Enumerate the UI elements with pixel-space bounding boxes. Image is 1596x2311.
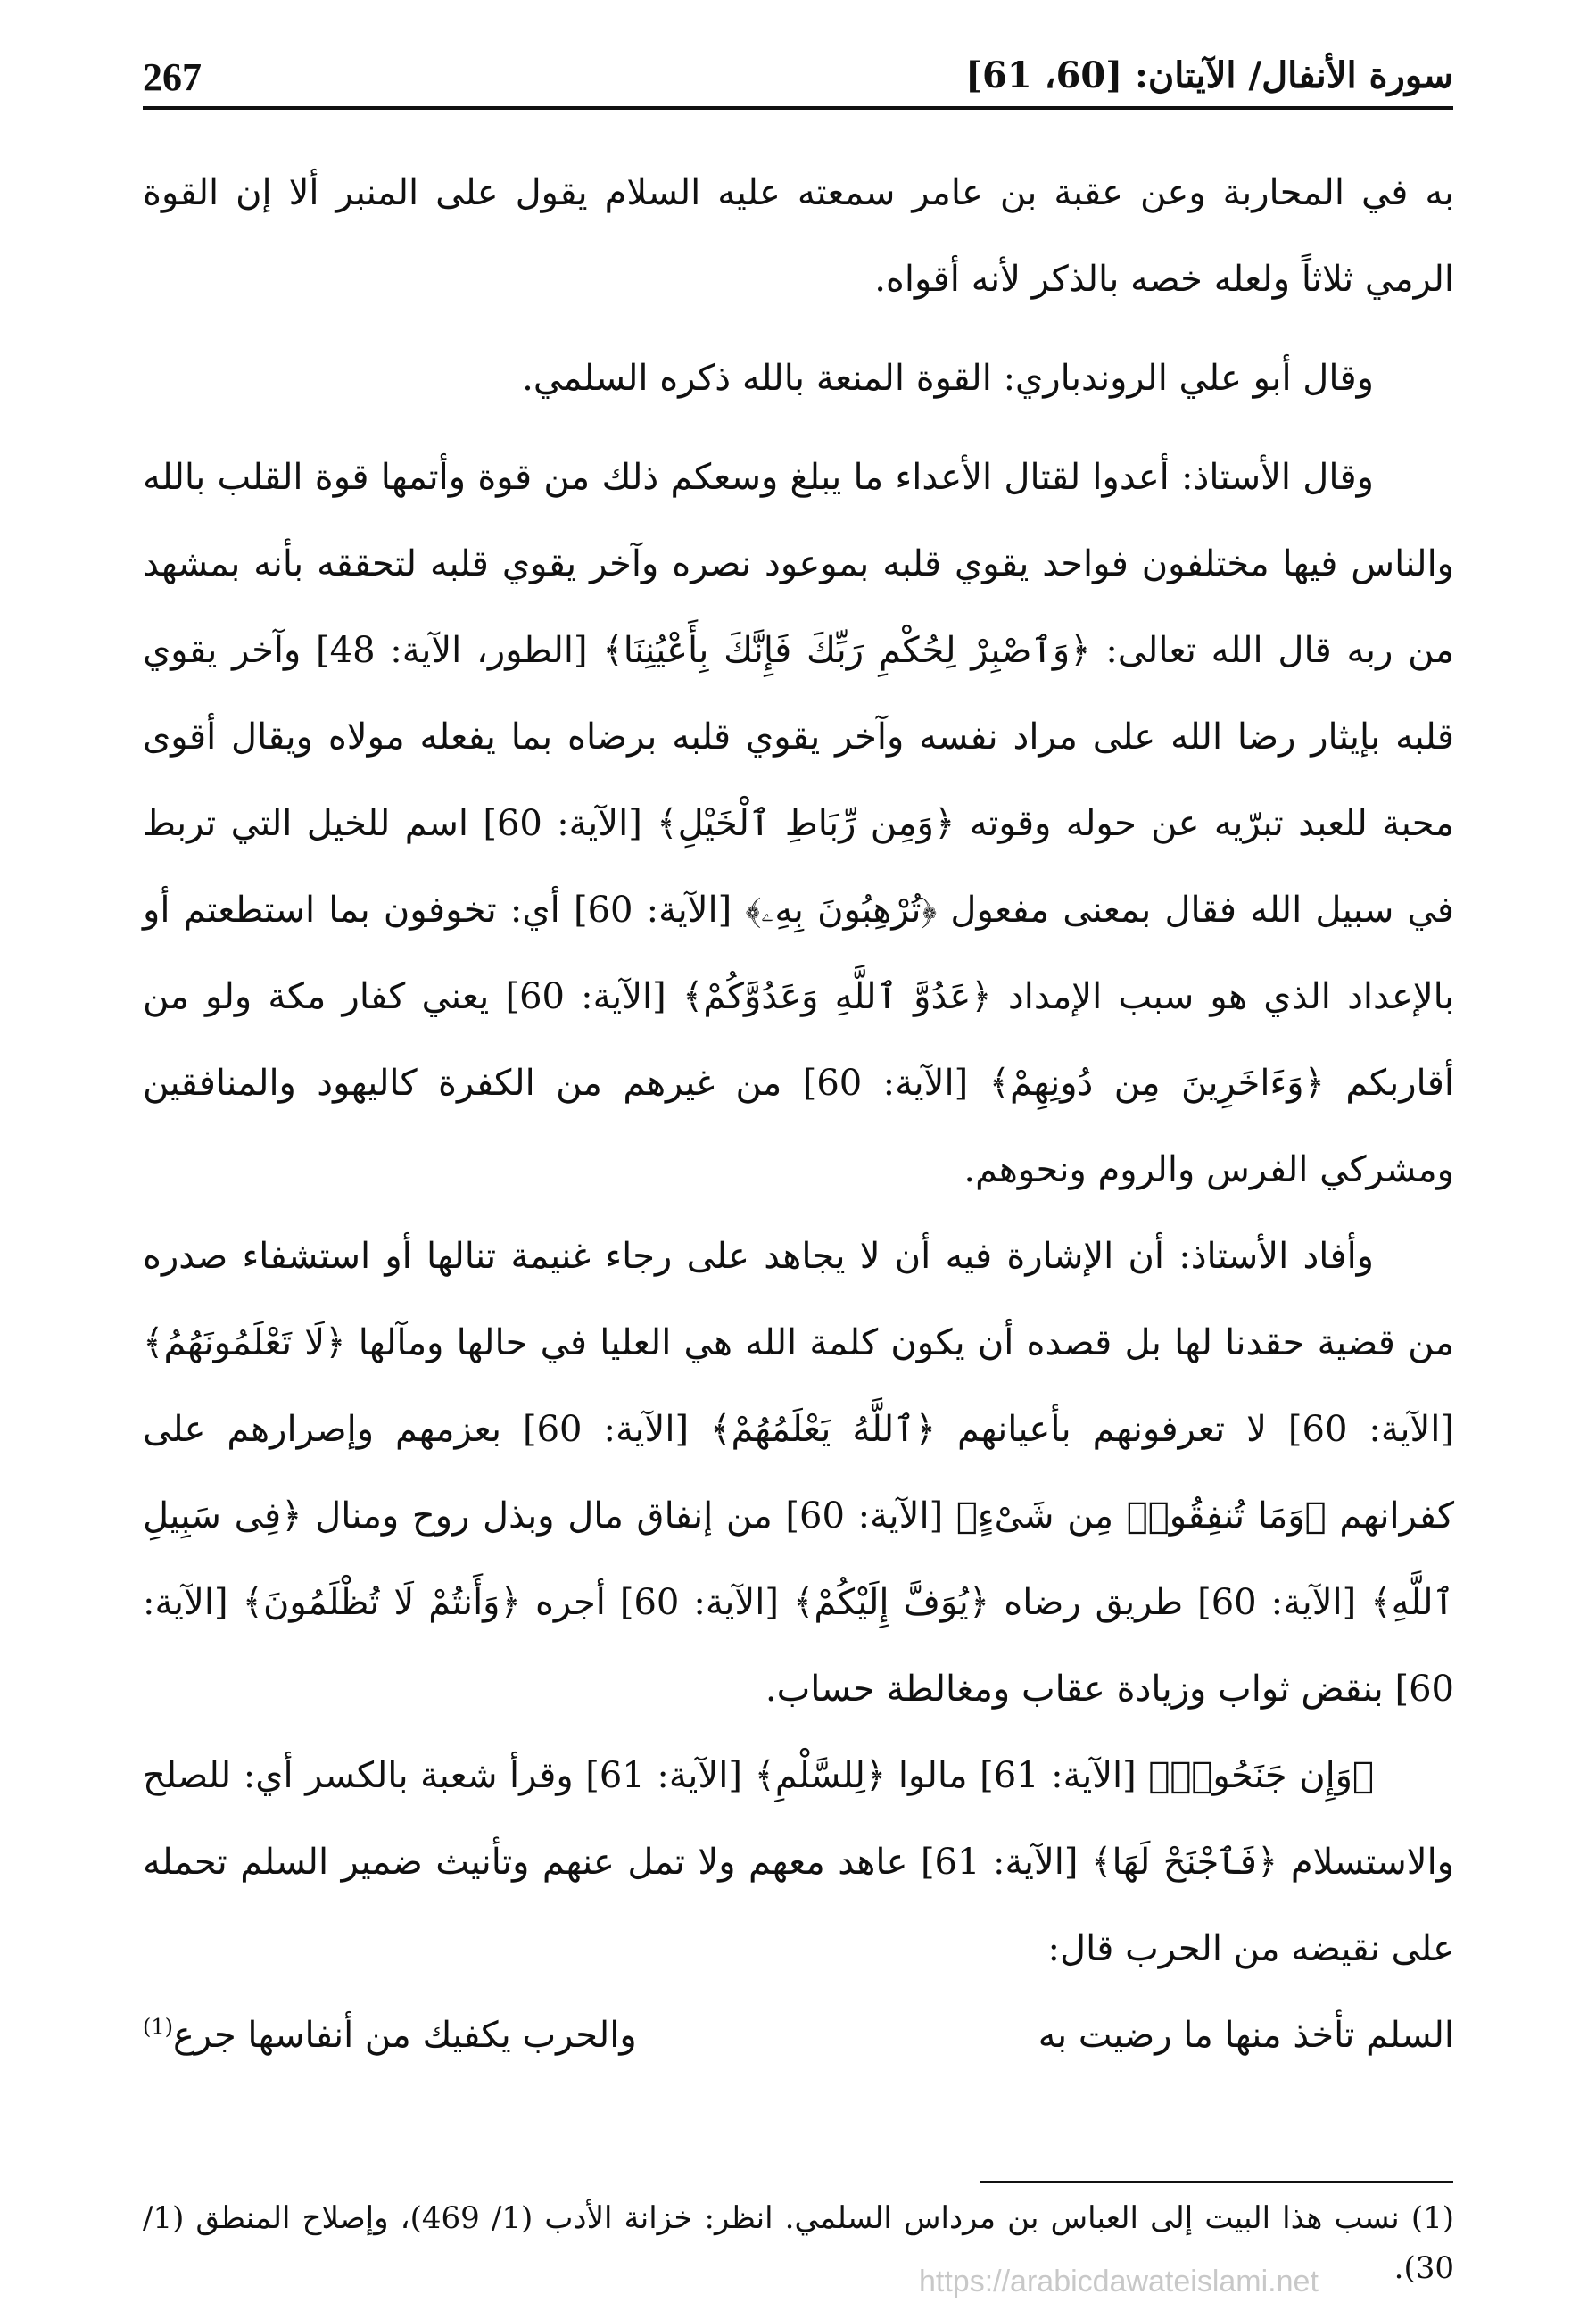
verse-second-text: والحرب يكفيك من أنفاسها جرع [173, 2015, 637, 2056]
paragraph: وقال أبو علي الروندباري: القوة المنعة بالله ذكره السلمي. [522, 358, 1374, 399]
footnote-rule [980, 2181, 1453, 2183]
verse-second-hemistich [143, 1992, 637, 2079]
header-rule [143, 106, 1453, 110]
main-text [143, 150, 1454, 2079]
paragraph: وأفاد الأستاذ: أن الإشارة فيه أن لا يجاهد على رجاء غنيمة تنالها أو استشفاء صدره من قضية حقدنا لها بل قصده أن يكون كلمة الله هي العليا في حالها ومآلها ﴿لَا تَعْلَمُونَهُمُ﴾ [الآية: 60] لا تعرفونهم بأعيانهم ﴿ٱللَّهُ يَعْلَمُهُمْ﴾ [الآية: 60] بعزمهم وإصرارهم على كفرانهم ﴿وَمَا تُنفِقُوا۟ مِن شَىْءٍ﴾ [الآية: 60] من إنفاق مال وبذل روح ومنال ﴿فِى سَبِيلِ ٱللَّهِ﴾ [الآية: 60] طريق رضاه ﴿يُوَفَّ إِلَيْكُمْ﴾ [الآية: 60] أجره ﴿وَأَنتُمْ لَا تُظْلَمُونَ﴾ [الآية: 60] بنقض ثواب وزيادة عقاب ومغالطة حساب. [143, 1236, 1454, 1710]
paragraph: ﴿وَإِن جَنَحُوا۟﴾ [الآية: 61] مالوا ﴿لِلسَّلْمِ﴾ [الآية: 61] وقرأ شعبة بالكسر أي: للصلح والاستسلام ﴿فَٱجْنَحْ لَهَا﴾ [الآية: 61] عاهد معهم ولا تمل عنهم وتأنيث ضمير السلم تحمله على نقيضه من الحرب قال: [143, 1755, 1454, 1969]
poetry-verse [143, 1992, 1454, 2079]
page-number: 267 [143, 55, 202, 99]
paragraph: وقال الأستاذ: أعدوا لقتال الأعداء ما يبلغ وسعكم ذلك من قوة وأتمها قوة القلب بالله والناس فيها مختلفون فواحد يقوي قلبه بموعود نصره وآخر يقوي قلبه لتحققه بأنه بمشهد من ربه قال الله تعالى: ﴿وَٱصْبِرْ لِحُكْمِ رَبِّكَ فَإِنَّكَ بِأَعْيُنِنَا﴾ [الطور، الآية: 48] وآخر يقوي قلبه بإيثار رضا الله على مراد نفسه وآخر يقوي قلبه برضاه بما يفعله مولاه ويقال أقوى محبة للعبد تبرّيه عن حوله وقوته ﴿وَمِن رِّبَاطِ ٱلْخَيْلِ﴾ [الآية: 60] اسم للخيل التي تربط في سبيل الله فقال بمعنى مفعول ﴿تُرْهِبُونَ بِهِۦ﴾ [الآية: 60] أي: تخوفون بما استطعتم أو بالإعداد الذي هو سبب الإمداد ﴿عَدُوَّ ٱللَّهِ وَعَدُوَّكُمْ﴾ [الآية: 60] يعني كفار مكة ولو من أقاربكم ﴿وَءَاخَرِينَ مِن دُونِهِمْ﴾ [الآية: 60] من غيرهم من الكفرة كاليهود والمنافقين ومشركي الفرس والروم ونحوهم. [143, 457, 1454, 1190]
paragraph: به في المحاربة وعن عقبة بن عامر سمعته عليه السلام يقول على المنبر ألا إن القوة الرمي ثلاثاً ولعله خصه بالذكر لأنه أقواه. [143, 172, 1454, 300]
footnote: (1) نسب هذا البيت إلى العباس بن مرداس السلمي. انظر: خزانة الأدب (1/ 469)، وإصلاح المنطق (1/ 30). [143, 2200, 1454, 2286]
footnote-marker: (1) [143, 2014, 174, 2040]
running-title: سورة الأنفال/ الآيتان: [60، 61] [965, 54, 1453, 96]
page-header [143, 49, 1453, 113]
verse-first-hemistich: السلم تأخذ منها ما رضيت به [1038, 2015, 1454, 2056]
watermark-url: https://arabicdawateislami.net [919, 2265, 1319, 2299]
